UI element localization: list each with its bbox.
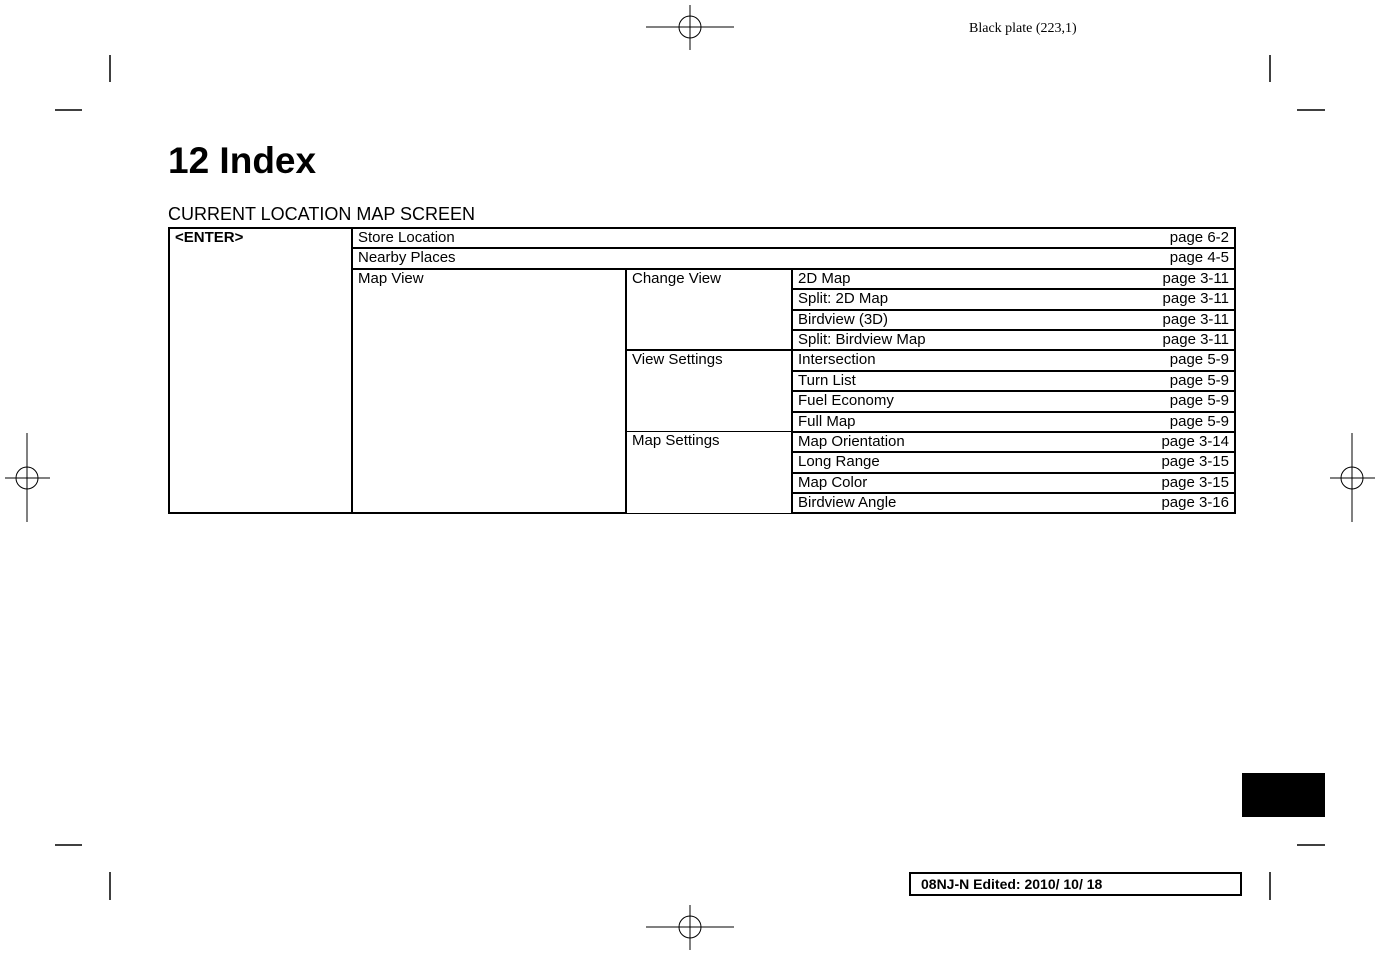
item-page: page 3-11 <box>1162 269 1229 287</box>
store-location-page: page 6-2 <box>1169 229 1229 246</box>
chapter-tab-marker <box>1242 773 1325 817</box>
item-page: page 3-14 <box>1161 432 1229 450</box>
item-label: 2D Map <box>798 269 851 287</box>
item-page: page 5-9 <box>1169 392 1229 410</box>
index-table <box>168 227 1236 514</box>
list-item <box>792 371 1235 391</box>
list-item <box>792 412 1235 432</box>
list-item <box>792 452 1235 472</box>
item-page: page 3-16 <box>1161 494 1229 512</box>
view-settings-cell: View Settings <box>626 350 792 432</box>
list-item <box>792 310 1235 330</box>
item-page: page 3-11 <box>1162 290 1229 308</box>
item-page: page 5-9 <box>1169 371 1229 389</box>
table-row <box>169 228 1235 248</box>
item-label: Full Map <box>798 412 856 430</box>
list-item <box>792 391 1235 411</box>
item-label: Map Color <box>798 473 868 491</box>
item-label: Intersection <box>798 351 876 369</box>
registration-mark-right-icon <box>1330 433 1375 522</box>
item-label: Split: Birdview Map <box>798 330 926 348</box>
nearby-places-cell <box>352 248 1235 268</box>
item-label: Birdview Angle <box>798 494 897 512</box>
map-view-cell: Map View <box>352 269 626 514</box>
item-label: Split: 2D Map <box>798 290 889 308</box>
item-page: page 5-9 <box>1169 412 1229 430</box>
registration-mark-left-icon <box>5 433 50 522</box>
list-item <box>792 289 1235 309</box>
item-label: Fuel Economy <box>798 392 894 410</box>
enter-key-cell: <ENTER> <box>169 228 352 513</box>
item-label: Long Range <box>798 453 880 471</box>
item-label: Birdview (3D) <box>798 310 889 328</box>
list-item <box>792 269 1235 289</box>
list-item <box>792 350 1235 370</box>
item-page: page 3-15 <box>1161 473 1229 491</box>
list-item <box>792 493 1235 513</box>
list-item <box>792 473 1235 493</box>
nearby-places-page: page 4-5 <box>1169 249 1229 267</box>
item-page: page 3-15 <box>1161 453 1229 471</box>
item-label: Turn List <box>798 371 856 389</box>
section-heading: CURRENT LOCATION MAP SCREEN <box>168 204 476 224</box>
item-label: Map Orientation <box>798 432 905 450</box>
map-settings-cell: Map Settings <box>626 432 792 514</box>
page-title: 12 Index <box>168 140 317 181</box>
plate-label: Black plate (223,1) <box>969 21 1077 36</box>
change-view-cell: Change View <box>626 269 792 351</box>
item-page: page 5-9 <box>1169 351 1229 369</box>
item-page: page 3-11 <box>1162 330 1229 348</box>
registration-mark-bottom-icon <box>646 905 734 950</box>
edited-stamp: 08NJ-N Edited: 2010/ 10/ 18 <box>909 872 1242 896</box>
list-item <box>792 432 1235 452</box>
item-page: page 3-11 <box>1162 310 1229 328</box>
nearby-places-label: Nearby Places <box>358 249 456 267</box>
store-location-label: Store Location <box>358 229 455 246</box>
list-item <box>792 330 1235 350</box>
registration-mark-top-icon <box>646 5 734 50</box>
store-location-cell <box>352 228 1235 248</box>
